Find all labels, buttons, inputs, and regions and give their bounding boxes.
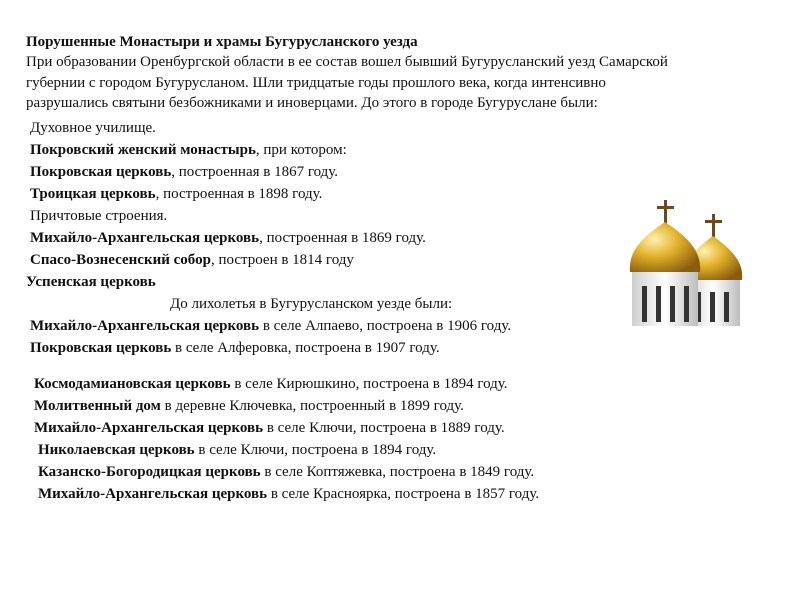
intro-line: разрушались святыни безбожниками и иноверцами. До этого в городе Бугуруслане были:	[26, 95, 598, 111]
village-item-rest: в селе Ключи, построена в 1889 году.	[263, 420, 505, 436]
town-item-name: Покровский женский монастырь	[30, 142, 256, 158]
intro-line: При образовании Оренбургской области в ее состав вошел бывший Бугурусланский уезд Самарской	[26, 54, 668, 70]
village-item	[38, 484, 539, 504]
town-item-name: Троицкая церковь	[30, 186, 156, 202]
village-item-rest: в селе Алферовка, построена в 1907 году.	[171, 340, 440, 356]
subheading: До лихолетья в Бугурусланском уезде были:	[170, 296, 453, 312]
village-item	[38, 462, 534, 482]
village-item	[34, 418, 505, 438]
town-item	[30, 250, 354, 270]
town-item-rest: , построенная в 1898 году.	[155, 186, 323, 202]
town-item	[30, 140, 347, 160]
intro-paragraph	[26, 52, 796, 114]
village-item-rest: в селе Алпаево, построена в 1906 году.	[259, 318, 512, 334]
town-item-name: Успенская церковь	[26, 274, 156, 290]
town-item	[30, 118, 156, 138]
town-item-name: Причтовые строения.	[30, 208, 168, 224]
village-item	[30, 338, 440, 358]
town-item-rest: , построен в 1814 году	[210, 252, 354, 268]
village-item-name: Михайло-Архангельская церковь	[30, 318, 260, 334]
village-item-name: Космодамиановская церковь	[34, 376, 231, 392]
village-item-name: Николаевская церковь	[38, 442, 195, 458]
intro-line: губернии с городом Бугурусланом. Шли тридцатые годы прошлого века, когда интенсивно	[26, 74, 606, 91]
village-item-name: Михайло-Архангельская церковь	[34, 420, 264, 436]
page-title: Порушенные Монастыри и храмы Бугурусланского уезда	[26, 34, 418, 50]
village-item-name: Казанско-Богородицкая церковь	[38, 464, 261, 480]
town-item	[30, 162, 338, 182]
town-item-rest: , построенная в 1867 году.	[171, 164, 339, 180]
village-item-rest: в селе Ключи, построена в 1894 году.	[194, 442, 437, 458]
village-item-rest: в селе Кирюшкино, построена в 1894 году.	[230, 376, 508, 392]
town-item-rest: , построенная в 1869 году.	[259, 230, 426, 246]
cross-icon	[712, 214, 715, 240]
left-dome	[630, 200, 700, 326]
cross-icon	[664, 200, 667, 226]
town-item	[30, 228, 426, 248]
village-item-name: Покровская церковь	[30, 340, 172, 356]
village-item-rest: в селе Красноярка, построена в 1857 году.	[267, 486, 540, 502]
town-item-name: Михайло-Архангельская церковь	[30, 230, 260, 246]
village-item-name: Михайло-Архангельская церковь	[38, 486, 268, 502]
town-item-name: Духовное училище.	[30, 120, 156, 136]
village-item	[34, 396, 464, 416]
church-domes-image	[622, 196, 756, 330]
town-item-name: Покровская церковь	[30, 164, 172, 180]
town-item	[30, 184, 322, 204]
village-item-name: Молитвенный дом	[34, 398, 161, 414]
village-item	[38, 440, 436, 460]
village-item-rest: в селе Коптяжевка, построена в 1849 году.	[260, 464, 535, 480]
village-item	[30, 316, 511, 336]
village-item-rest: в деревне Ключевка, построенный в 1899 году.	[160, 398, 464, 414]
town-item-rest: , при котором:	[255, 142, 347, 158]
village-item	[34, 374, 508, 394]
town-item	[26, 272, 156, 292]
town-item-name: Спасо-Вознесенский собор	[30, 252, 211, 268]
town-item	[30, 206, 167, 226]
